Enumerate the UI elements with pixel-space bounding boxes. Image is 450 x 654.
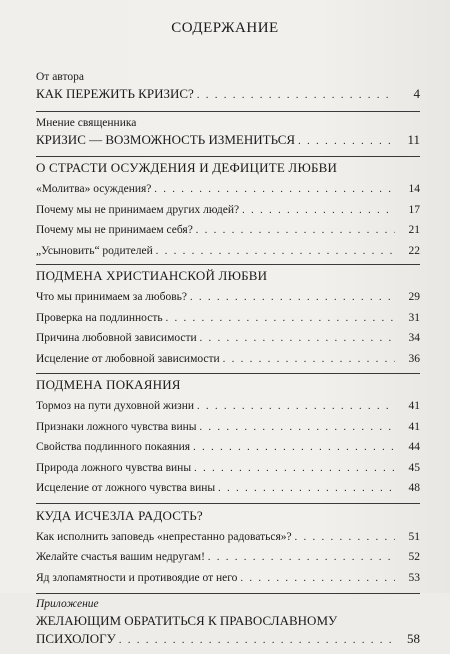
entry-page: 29: [408, 291, 420, 303]
toc-entry: [36, 311, 420, 327]
entry-title: КРИЗИС — ВОЗМОЖНОСТЬ ИЗМЕНИТЬСЯ: [36, 132, 296, 147]
entry-title: «Молитва» осуждения?: [36, 183, 152, 195]
entry-title: Яд злопамятности и противоядие от него: [36, 571, 238, 584]
toc-entry: [36, 331, 420, 347]
leader-dots: [166, 311, 395, 327]
toc-entry: [36, 244, 420, 260]
leader-dots: [197, 399, 395, 415]
entry-title: КАК ПЕРЕЖИТЬ КРИЗИС?: [36, 86, 194, 101]
leader-dots: [240, 571, 395, 587]
entry-page: 14: [408, 183, 420, 195]
leader-dots: [242, 203, 395, 219]
section-heading: О СТРАСТИ ОСУЖДЕНИЯ И ДЕФИЦИТЕ ЛЮБВИ: [36, 160, 338, 175]
entry-page: 41: [408, 420, 420, 433]
toc-entry: [36, 440, 420, 456]
toc-entry: [36, 630, 420, 650]
entry-title: Признаки ложного чувства вины: [36, 420, 197, 433]
leader-dots: [197, 87, 395, 105]
entry-title: Природа ложного чувства вины: [36, 461, 192, 474]
leader-dots: [156, 244, 395, 260]
entry-title: Почему мы не принимаем других людей?: [36, 203, 240, 216]
entry-title: Желайте счастья вашим недругам!: [36, 551, 205, 563]
entry-title: Причина любовной зависимости: [36, 332, 197, 344]
toc-entry: [36, 352, 420, 368]
section-heading: ПОДМЕНА ХРИСТИАНСКОЙ ЛЮБВИ: [36, 268, 268, 283]
leader-dots: [154, 182, 395, 198]
toc-section-priest: [36, 111, 420, 154]
entry-page: 45: [408, 461, 420, 474]
entry-page: 17: [408, 203, 420, 216]
entry-title: Тормоз на пути духовной жизни: [36, 400, 195, 412]
section-label: От автора: [36, 71, 84, 83]
entry-page: 4: [413, 86, 420, 101]
entry-title: Исцеление от ложного чувства вины: [36, 482, 216, 494]
toc-entry: [36, 420, 420, 436]
entry-page: 31: [408, 311, 420, 324]
leader-dots: [208, 550, 395, 566]
entry-title: Что мы принимаем за любовь?: [36, 291, 188, 303]
toc-entry: [36, 203, 420, 219]
entry-title: Исцеление от любовной зависимости: [36, 352, 220, 365]
entry-page: 48: [408, 482, 420, 494]
toc-section-love: [36, 264, 420, 371]
entry-title: Как исполнить заповедь «непрестанно радоваться»?: [36, 530, 292, 543]
toc-entry: [36, 461, 420, 477]
leader-dots: [223, 352, 395, 368]
entry-page: 34: [408, 332, 420, 344]
toc-entry: [36, 571, 420, 587]
leader-dots: [295, 530, 395, 546]
page-title: СОДЕРЖАНИЕ: [171, 20, 279, 36]
entry-page: 52: [408, 551, 420, 563]
toc-entry: [36, 131, 420, 151]
leader-dots: [190, 290, 395, 306]
entry-title: Почему мы не принимаем себя?: [36, 224, 193, 236]
entry-title: ПСИХОЛОГУ: [36, 631, 116, 646]
toc-entry: [36, 182, 420, 198]
leader-dots: [193, 440, 395, 456]
toc-entry: [36, 530, 420, 546]
entry-page: 36: [408, 352, 420, 365]
section-heading: КУДА ИСЧЕЗЛА РАДОСТЬ?: [36, 507, 203, 523]
entry-page: 58: [407, 631, 420, 646]
toc-entry: [36, 481, 420, 497]
entry-page: 21: [408, 224, 420, 236]
entry-page: 44: [408, 441, 420, 453]
toc-list: [36, 66, 420, 654]
leader-dots: [218, 481, 395, 497]
leader-dots: [196, 223, 395, 239]
toc-entry: [36, 399, 420, 415]
section-heading: ЖЕЛАЮЩИМ ОБРАТИТЬСЯ К ПРАВОСЛАВНОМУ: [36, 613, 338, 628]
toc-entry: [36, 290, 420, 306]
toc-section-judgment: [36, 156, 420, 262]
entry-page: 53: [408, 571, 420, 584]
toc-section-joy: [36, 503, 420, 592]
leader-dots: [194, 461, 395, 477]
section-label: Мнение священника: [36, 117, 137, 129]
toc-section-appendix: [36, 593, 420, 654]
entry-title: Проверка на подлинность: [36, 311, 163, 324]
toc-entry: [36, 223, 420, 239]
toc-entry: [36, 85, 420, 105]
entry-title: „Усыновить“ родителей: [36, 244, 153, 257]
entry-page: 22: [408, 244, 420, 257]
entry-page: 51: [408, 530, 420, 543]
toc-section-author: [36, 66, 420, 109]
leader-dots: [199, 420, 395, 436]
entry-title: Свойства подлинного покаяния: [36, 441, 191, 453]
section-label: Приложение: [36, 598, 99, 610]
toc-section-repentance: [36, 373, 420, 501]
toc-entry: [36, 550, 420, 566]
entry-page: 11: [407, 132, 420, 147]
leader-dots: [119, 632, 395, 650]
entry-page: 41: [408, 400, 420, 412]
leader-dots: [298, 133, 395, 151]
leader-dots: [200, 331, 395, 347]
section-heading: ПОДМЕНА ПОКАЯНИЯ: [36, 377, 181, 392]
